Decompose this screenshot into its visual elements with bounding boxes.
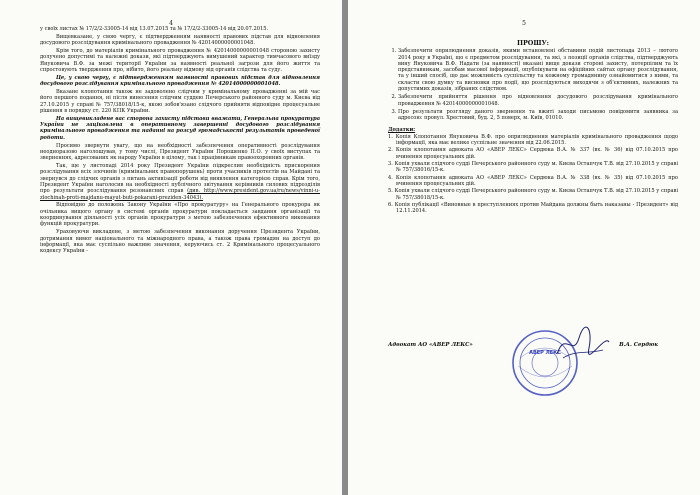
page-number: 4 (169, 20, 173, 27)
attachment-item: 2. Копія клопотання адвоката АО «АВЕР ЛЕКС» Сердюка В.А. № 337 (вх. № 36) від 07.10.2015 про вчинення процесуальних дій. (388, 147, 678, 160)
paragraph: Просимо звернути увагу, що на необхідності забезпечення оперативності розслідування неодноразово наголошував, у тому числі, Президент України Порошенко П.О. у своїх виступах та зверненнях, адресованих як народу України в цілому, так і працівникам правоохоронних органів. (40, 142, 320, 162)
document-page-left (0, 0, 342, 495)
attachments-title: Додатки: (388, 126, 416, 133)
request-item: 1. Забезпечити оприлюднення доказів, якими встановлені обставини подій листопада 2013 – лютого 2014 року в Україні, що є предметом розслідування, та які, з позиції органів слідства, підтверджують вину Януковича В.Ф. Надати (за наявності) вказані вище докази стороні захисту, потерпілим та їх представникам, засобам масової інформації, опублікувати на офіційних сайтах органу розслідування, та у інший спосіб, що дає можливість суспільству та кожному громадянину ознайомитися з ними, та скласти свою думку та висновки про події, що розслідуються виходячи з об'єктивних, належних та допустимих доказів, зібраних слідством. (398, 48, 678, 92)
signature-block (388, 338, 678, 398)
signer-organization: Адвокат АО «АВЕР ЛЕКС» (388, 342, 473, 348)
attachment-item: 1. Копія Клопотання Януковича В.Ф. про оприлюднення матеріалів кримінального провадження щодо інформації, яка має велике суспільне значення від 22.06.2015. (388, 133, 678, 147)
signature-icon (553, 324, 613, 364)
attachment-item: 6. Копія публікації «Виновные в преступлениях против Майдана должны быть наказаны - Президент» від 12.11.2014. (388, 201, 678, 215)
request-item: 3. Про результати розгляду даного звернення та вжиті заходи письмово повідомити заявника за адресою: провул. Хрестовий, буд. 2, 5 поверх, м. Київ, 01010. (398, 109, 678, 122)
attachment-item: 3. Копія ухвали слідчого судді Печерського районного суду м. Києва Остапчук Т.В. від 27.10.2015 у справі № 757/38016/15-к. (388, 161, 678, 174)
page-number: 5 (522, 20, 526, 27)
paragraph: Крім того, до матеріалів кримінального провадження № 42014000000001048 стороною захисту долучено допустимі та належні докази, які підтверджують вимушений характер тимчасового виїзду Януковича В.Ф. за межі території України за наявності реальної загрози для його життя та спростовують твердження про, нібито, його реальну відмову від органів слідства та суду. (40, 48, 320, 73)
president-link[interactable]: (див. http://www.president.gov.ua/ru/news/vinni-u-zlochinah-proti-majdanu-mayut-buti-pokarani-preziden-34043). (40, 188, 320, 201)
attachment-item: 4. Копія клопотання адвоката АО «АВЕР ЛЕКС» Сердюка В.А. № 338 (вх. № 35) від 07.10.2015 про вчинення процесуальних дій. (388, 174, 678, 187)
paragraph: Відповідно до положень Закону України «Про прокуратуру» на Генерального прокурора як очільника вищого органу в системі органів прокуратури покладається завдання організації та координування діяльності усіх органів прокуратури з метою забезпечення ефективного виконання функцій прокуратури. (40, 202, 320, 228)
left-text-flow (40, 26, 320, 256)
paragraph (40, 163, 320, 201)
paragraph-emphasis: На вищевикладене вас сторона захисту підстави вважати, Генеральна прокуратура України не зацікавлена в оперативному завершенні досудового розслідування кримінального провадження та наданні на розсуд громадськості результатів проведеної роботи. (40, 115, 320, 141)
document-page-right (348, 0, 700, 495)
request-title: ПРОШУ: (516, 39, 550, 47)
attachment-item: 5. Копія ухвали слідчого судді Печерського районного суду м. Києва Остапчук Т.В. від 27.10.2015 у справі № 757/38018/15-к. (388, 188, 678, 201)
paragraph-emphasis: Це, у свою чергу, є підтвердженням наявності правових підстав для відновлення досудового розслідування кримінального провадження № 42014000000001048. (40, 74, 320, 88)
paragraph: Ураховуючи викладене, з метою забезпечення виконання доручення Президента України, дотримання вимог національного та міжнародного права, а також права громадян на доступ до інформації, яка має суспільно важливе значення, керуючись ст. 2 Кримінального процесуального кодексу України - (40, 229, 320, 255)
request-item: 2. Забезпечити прийняття рішення про відновлення досудового розслідування кримінального провадження № 42014000000001048. (398, 94, 678, 107)
paragraph: у своїх листах № 17/2/2-33005-14 від 13.07.2015 та № 17/2/2-33005-14 від 20.07.2015. (40, 26, 269, 32)
paragraph: Вказане клопотання також не задоволено слідчим у кримінальному провадженні за мій час його першого подання, ні після винесення слідчим суддею Печерського районного суду м. Києва від 27.10.2015 у справі № 757/38018/15-к, якою зобов'язано слідчого прийняти відповідне процесуальне рішення в порядку ст. 220 КПК України. (40, 89, 320, 114)
right-text-flow (388, 40, 678, 215)
signer-name: В.А. Сердюк (619, 342, 658, 348)
paragraph-text: Так, ще у листопаді 2014 року Президент України підкреслив необхідність прискорення розслідування всіх злочинів (кримінальних правопорушень) проти учасників протестів на Майдані та звернувся до слідчих органів з питань активізації роботи від виявлення категорією справ. Крім того, Президент України наголосив на необхідності публічного звітування керівників силових підрозділів про результати розслідування резонансних справ (40, 163, 320, 195)
request-list (388, 48, 678, 121)
paragraph: Вищевказане, у свою чергу, є підтвердженням наявності правових підстав для відновлення досудового розслідування кримінального провадження № 42014000000001048. (40, 33, 320, 47)
seal-label: АВЕР ЛЕКС (529, 350, 561, 356)
